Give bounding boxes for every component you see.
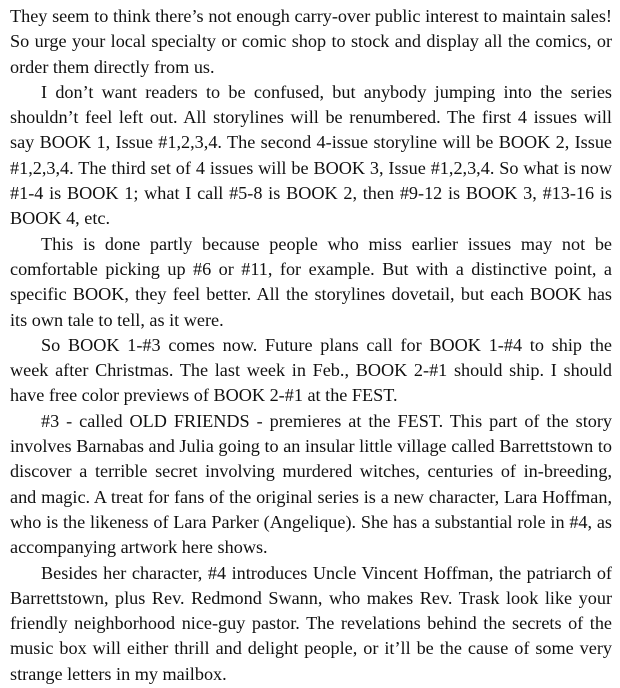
- paragraph-continuation: They seem to think there’s not enough carry-over public interest to maintain sales! So urge your local specialty or comic shop to stock and display all the comics, or order them directly from us.: [10, 6, 612, 77]
- paragraph-old-friends: #3 - called OLD FRIENDS - premieres at the FEST. This part of the story involves Barnabas and Julia going to an insular little village called Barrettstown to discover a terrible secret involving murdered witches, centuries of in-breeding, and magic. A treat for fans of the original series is a new character, Lara Hoffman, who is the likeness of Lara Parker (Angelique). She has a substantial role in #4, as accompanying artwork here shows.: [10, 410, 612, 558]
- paragraph-reasoning: This is done partly because people who miss earlier issues may not be comfortable picking up #6 or #11, for example. But with a distinctive point, a specific BOOK, they feel better. All the storylines dovetail, but each BOOK has its own tale to tell, as it were.: [10, 233, 612, 330]
- paragraph-renumbering: I don’t want readers to be confused, but anybody jumping into the series shouldn’t feel left out. All storylines will be renumbered. The first 4 issues will say BOOK 1, Issue #1,2,3,4. The second 4-issue storyline will be BOOK 2, Issue #1,2,3,4. The third set of 4 issues will be BOOK 3, Issue #1,2,3,4. So what is now #1-4 is BOOK 1; what I call #5-8 is BOOK 2, then #9-12 is BOOK 3, #13-16 is BOOK 4, etc.: [10, 81, 612, 229]
- paragraph-schedule: So BOOK 1-#3 comes now. Future plans call for BOOK 1-#4 to ship the week after Christmas. The last week in Feb., BOOK 2-#1 should ship. I should have free color previews of BOOK 2-#1 at the FEST.: [10, 334, 612, 406]
- paragraph-new-characters: Besides her character, #4 introduces Uncle Vincent Hoffman, the patriarch of Barrettstown, plus Rev. Redmond Swann, who makes Rev. Trask look like your friendly neighborhood nice-guy pastor. The revelations behind the secrets of the music box will either thrill and delight people, or it’ll be the cause of some very strange letters in my mailbox.: [10, 562, 612, 684]
- article-body: [10, 4, 612, 687]
